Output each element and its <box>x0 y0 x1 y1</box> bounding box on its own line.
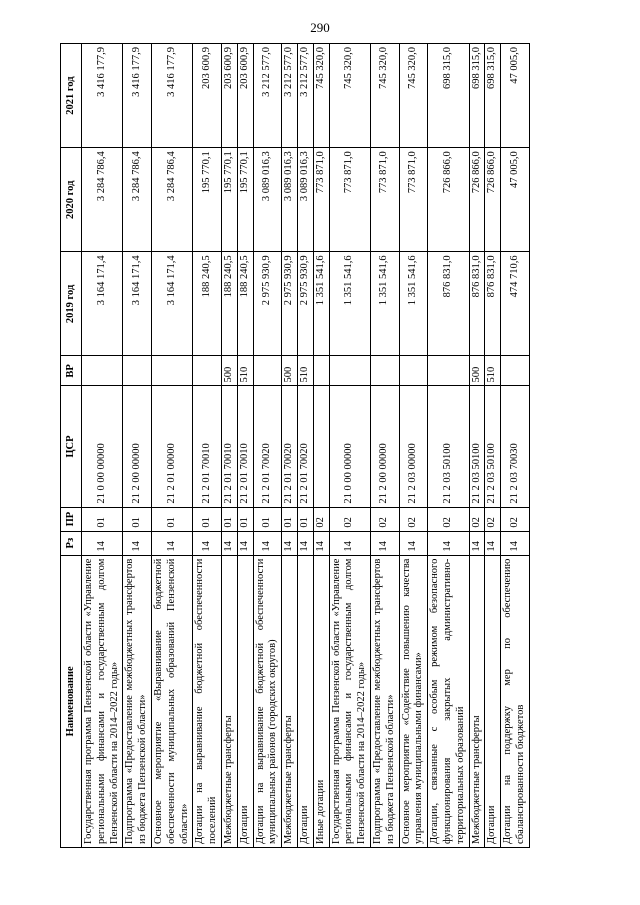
table-row <box>151 44 192 848</box>
cell-vr <box>151 356 192 386</box>
cell-2019: 188 240,5 <box>193 252 222 356</box>
cell-pr: 02 <box>370 507 399 531</box>
cell-pr: 01 <box>193 507 222 531</box>
rotated-table-container <box>60 43 608 848</box>
cell-2019: 3 164 171,4 <box>82 252 123 356</box>
cell-pr: 01 <box>282 507 298 531</box>
cell-vr <box>193 356 222 386</box>
cell-2020: 3 284 786,4 <box>123 148 152 252</box>
table-row <box>428 44 469 848</box>
cell-vr: 500 <box>282 356 298 386</box>
table-row <box>237 44 253 848</box>
table-row <box>370 44 399 848</box>
cell-pr: 02 <box>399 507 428 531</box>
header-2021: 2021 год <box>61 44 82 148</box>
cell-rz: 14 <box>221 531 237 555</box>
cell-name: Подпрограмма «Предоставление межбюджетных трансфертов из бюджета Пензенской области» <box>123 555 152 847</box>
cell-2021: 3 212 577,0 <box>282 44 298 148</box>
table-row <box>297 44 313 848</box>
cell-rz: 14 <box>501 531 530 555</box>
cell-name: Основное мероприятие «Содействие повышению качества управления муниципальными финансами» <box>399 555 428 847</box>
cell-2021: 745 320,0 <box>313 44 329 148</box>
cell-csr: 21 2 03 00000 <box>399 386 428 507</box>
cell-name: Межбюджетные трансферты <box>282 555 298 847</box>
table-row <box>313 44 329 848</box>
cell-vr <box>123 356 152 386</box>
cell-2021: 3 416 177,9 <box>123 44 152 148</box>
cell-rz: 14 <box>485 531 501 555</box>
cell-csr: 21 2 03 50100 <box>485 386 501 507</box>
header-name: Наименование <box>61 555 82 847</box>
cell-2019: 1 351 541,6 <box>370 252 399 356</box>
cell-pr: 01 <box>297 507 313 531</box>
cell-rz: 14 <box>399 531 428 555</box>
cell-rz: 14 <box>428 531 469 555</box>
cell-2019: 3 164 171,4 <box>123 252 152 356</box>
cell-2019: 188 240,5 <box>237 252 253 356</box>
cell-name: Дотации на выравнивание бюджетной обеспеченности муниципальных районов (городских округов) <box>253 555 282 847</box>
cell-2019: 1 351 541,6 <box>313 252 329 356</box>
cell-name: Дотации на поддержку мер по обеспечению сбалансированности бюджетов <box>501 555 530 847</box>
cell-2020: 726 866,0 <box>428 148 469 252</box>
cell-2021: 698 315,0 <box>469 44 485 148</box>
cell-name: Дотации <box>297 555 313 847</box>
cell-vr <box>399 356 428 386</box>
cell-2021: 3 416 177,9 <box>151 44 192 148</box>
cell-2020: 3 284 786,4 <box>82 148 123 252</box>
cell-vr <box>370 356 399 386</box>
cell-2021: 698 315,0 <box>428 44 469 148</box>
cell-name: Дотации на выравнивание бюджетной обеспеченности поселений <box>193 555 222 847</box>
cell-vr: 510 <box>485 356 501 386</box>
cell-vr: 510 <box>237 356 253 386</box>
cell-rz: 14 <box>82 531 123 555</box>
cell-vr <box>428 356 469 386</box>
cell-csr: 21 2 01 70020 <box>282 386 298 507</box>
cell-pr: 01 <box>82 507 123 531</box>
cell-2021: 203 600,9 <box>193 44 222 148</box>
cell-pr: 01 <box>237 507 253 531</box>
cell-rz: 14 <box>253 531 282 555</box>
header-vr: ВР <box>61 356 82 386</box>
table-row <box>221 44 237 848</box>
cell-name: Иные дотации <box>313 555 329 847</box>
cell-2021: 3 416 177,9 <box>82 44 123 148</box>
cell-pr: 02 <box>501 507 530 531</box>
cell-csr: 21 2 01 70010 <box>193 386 222 507</box>
cell-2021: 203 600,9 <box>221 44 237 148</box>
cell-pr: 01 <box>123 507 152 531</box>
cell-2020: 47 005,0 <box>501 148 530 252</box>
cell-2019: 2 975 930,9 <box>297 252 313 356</box>
cell-2020: 726 866,0 <box>469 148 485 252</box>
cell-rz: 14 <box>313 531 329 555</box>
cell-2020: 3 089 016,3 <box>297 148 313 252</box>
cell-rz: 14 <box>151 531 192 555</box>
cell-csr: 21 2 01 70020 <box>253 386 282 507</box>
cell-2019: 876 831,0 <box>485 252 501 356</box>
cell-name: Государственная программа Пензенской области «Управление региональными финансами и государственным долгом Пензенской области на 2014–2022 годы» <box>82 555 123 847</box>
cell-2019: 1 351 541,6 <box>329 252 370 356</box>
table-row <box>399 44 428 848</box>
cell-2020: 195 770,1 <box>193 148 222 252</box>
cell-rz: 14 <box>237 531 253 555</box>
cell-vr <box>329 356 370 386</box>
cell-2020: 3 089 016,3 <box>282 148 298 252</box>
cell-2020: 3 284 786,4 <box>151 148 192 252</box>
cell-vr <box>82 356 123 386</box>
cell-pr: 02 <box>329 507 370 531</box>
cell-name: Дотации, связанные с особым режимом безопасного функционирования закрытых административно-территориальных образований <box>428 555 469 847</box>
cell-pr: 01 <box>253 507 282 531</box>
header-pr: ПР <box>61 507 82 531</box>
cell-csr: 21 2 00 00000 <box>123 386 152 507</box>
cell-csr <box>313 386 329 507</box>
table-row <box>469 44 485 848</box>
cell-2019: 1 351 541,6 <box>399 252 428 356</box>
page-number: 290 <box>310 20 330 35</box>
cell-vr: 500 <box>221 356 237 386</box>
cell-2019: 474 710,6 <box>501 252 530 356</box>
cell-vr <box>313 356 329 386</box>
cell-csr: 21 2 03 70030 <box>501 386 530 507</box>
header-2019: 2019 год <box>61 252 82 356</box>
cell-name: Подпрограмма «Предоставление межбюджетных трансфертов из бюджета Пензенской области» <box>370 555 399 847</box>
cell-2019: 876 831,0 <box>428 252 469 356</box>
cell-rz: 14 <box>282 531 298 555</box>
cell-rz: 14 <box>469 531 485 555</box>
cell-csr: 21 2 01 70020 <box>297 386 313 507</box>
header-rz: Рз <box>61 531 82 555</box>
cell-2019: 2 975 930,9 <box>282 252 298 356</box>
cell-2021: 3 212 577,0 <box>297 44 313 148</box>
table-row <box>123 44 152 848</box>
cell-2021: 3 212 577,0 <box>253 44 282 148</box>
cell-name: Дотации <box>237 555 253 847</box>
cell-2021: 698 315,0 <box>485 44 501 148</box>
cell-2019: 3 164 171,4 <box>151 252 192 356</box>
cell-vr: 500 <box>469 356 485 386</box>
table-row <box>329 44 370 848</box>
cell-2019: 876 831,0 <box>469 252 485 356</box>
table-row <box>82 44 123 848</box>
cell-pr: 02 <box>313 507 329 531</box>
cell-csr: 21 2 03 50100 <box>428 386 469 507</box>
budget-table <box>60 43 530 848</box>
cell-name: Межбюджетные трансферты <box>221 555 237 847</box>
cell-rz: 14 <box>297 531 313 555</box>
table-body <box>82 44 530 848</box>
cell-2021: 745 320,0 <box>329 44 370 148</box>
cell-2021: 745 320,0 <box>370 44 399 148</box>
table-row <box>282 44 298 848</box>
cell-rz: 14 <box>370 531 399 555</box>
cell-2020: 773 871,0 <box>399 148 428 252</box>
table-row <box>501 44 530 848</box>
table-row <box>485 44 501 848</box>
cell-csr: 21 2 01 70010 <box>221 386 237 507</box>
cell-csr: 21 2 03 50100 <box>469 386 485 507</box>
cell-pr: 02 <box>469 507 485 531</box>
cell-csr: 21 2 01 70010 <box>237 386 253 507</box>
cell-2019: 2 975 930,9 <box>253 252 282 356</box>
cell-2021: 745 320,0 <box>399 44 428 148</box>
cell-2020: 3 089 016,3 <box>253 148 282 252</box>
cell-pr: 02 <box>428 507 469 531</box>
cell-2020: 773 871,0 <box>313 148 329 252</box>
cell-2020: 195 770,1 <box>221 148 237 252</box>
header-2020: 2020 год <box>61 148 82 252</box>
cell-vr: 510 <box>297 356 313 386</box>
cell-rz: 14 <box>193 531 222 555</box>
cell-name: Межбюджетные трансферты <box>469 555 485 847</box>
cell-2020: 726 866,0 <box>485 148 501 252</box>
table-row <box>193 44 222 848</box>
cell-vr <box>501 356 530 386</box>
cell-name: Государственная программа Пензенской области «Управление региональными финансами и государственным долгом Пензенской области на 2014–2022 годы» <box>329 555 370 847</box>
cell-name: Дотации <box>485 555 501 847</box>
cell-rz: 14 <box>123 531 152 555</box>
cell-csr: 21 2 00 00000 <box>370 386 399 507</box>
cell-pr: 01 <box>221 507 237 531</box>
cell-2020: 773 871,0 <box>370 148 399 252</box>
cell-name: Основное мероприятие «Выравнивание бюджетной обеспеченности муниципальных образований Пензенской области» <box>151 555 192 847</box>
cell-pr: 02 <box>485 507 501 531</box>
cell-csr: 21 0 00 00000 <box>82 386 123 507</box>
cell-2021: 47 005,0 <box>501 44 530 148</box>
cell-vr <box>253 356 282 386</box>
cell-pr: 01 <box>151 507 192 531</box>
header-csr: ЦСР <box>61 386 82 507</box>
cell-rz: 14 <box>329 531 370 555</box>
table-header-row <box>61 44 82 848</box>
cell-2020: 195 770,1 <box>237 148 253 252</box>
cell-2020: 773 871,0 <box>329 148 370 252</box>
cell-csr: 21 0 00 00000 <box>329 386 370 507</box>
cell-csr: 21 2 01 00000 <box>151 386 192 507</box>
cell-2019: 188 240,5 <box>221 252 237 356</box>
table-row <box>253 44 282 848</box>
cell-2021: 203 600,9 <box>237 44 253 148</box>
